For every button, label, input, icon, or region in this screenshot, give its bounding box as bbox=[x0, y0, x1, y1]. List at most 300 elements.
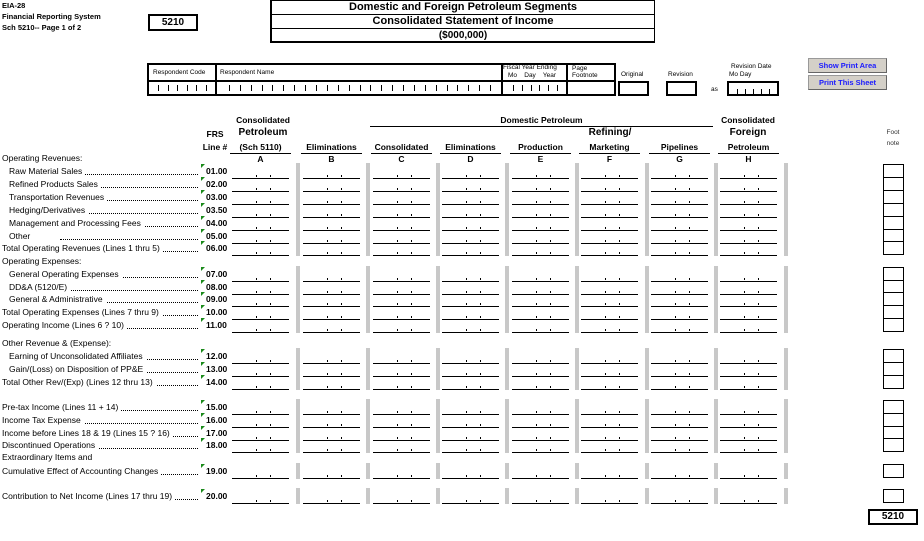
column-separator bbox=[436, 266, 440, 333]
value-input[interactable] bbox=[442, 416, 499, 428]
value-input[interactable] bbox=[581, 244, 638, 256]
value-input[interactable] bbox=[512, 167, 569, 179]
line-number: 17.00 bbox=[206, 428, 228, 438]
line-number: 08.00 bbox=[206, 282, 228, 292]
line-number: 01.00 bbox=[206, 166, 228, 176]
value-input[interactable] bbox=[651, 180, 708, 192]
value-input[interactable] bbox=[373, 467, 430, 479]
frs-label: FRS bbox=[206, 129, 224, 139]
value-input[interactable] bbox=[720, 441, 777, 453]
value-input[interactable] bbox=[303, 193, 360, 205]
value-input[interactable] bbox=[651, 365, 708, 377]
col-a-top: Consolidated bbox=[236, 115, 290, 125]
footnote-input[interactable] bbox=[883, 438, 904, 452]
tick-mark bbox=[177, 85, 178, 91]
value-input[interactable] bbox=[373, 206, 430, 218]
tick-mark bbox=[414, 85, 415, 91]
comment-indicator-icon bbox=[201, 464, 205, 468]
value-input[interactable] bbox=[512, 492, 569, 504]
value-input[interactable] bbox=[720, 193, 777, 205]
value-input[interactable] bbox=[720, 378, 777, 390]
tick-mark bbox=[305, 85, 306, 91]
row-label: Refined Products Sales bbox=[9, 179, 101, 189]
value-input[interactable] bbox=[512, 295, 569, 307]
comment-indicator-icon bbox=[201, 229, 205, 233]
tick-mark bbox=[251, 85, 252, 91]
value-input[interactable] bbox=[442, 467, 499, 479]
value-input[interactable] bbox=[442, 180, 499, 192]
section-heading: Operating Expenses: bbox=[2, 256, 82, 266]
column-separator bbox=[714, 399, 718, 453]
value-input[interactable] bbox=[232, 467, 289, 479]
value-input[interactable] bbox=[303, 441, 360, 453]
value-input[interactable] bbox=[442, 244, 499, 256]
value-input[interactable] bbox=[581, 180, 638, 192]
print-this-sheet-button[interactable]: Print This Sheet bbox=[808, 75, 887, 90]
value-input[interactable] bbox=[232, 295, 289, 307]
row-label: Management and Processing Fees bbox=[9, 218, 144, 228]
column-separator bbox=[714, 463, 718, 479]
refining-label: Refining/ bbox=[588, 127, 632, 138]
column-separator bbox=[505, 488, 509, 504]
footnote-input[interactable] bbox=[883, 349, 904, 363]
value-input[interactable] bbox=[442, 193, 499, 205]
footnote-input[interactable] bbox=[883, 318, 904, 332]
column-separator bbox=[784, 163, 788, 256]
value-input[interactable] bbox=[720, 492, 777, 504]
value-input[interactable] bbox=[442, 270, 499, 282]
value-input[interactable] bbox=[303, 219, 360, 231]
value-input[interactable] bbox=[651, 441, 708, 453]
footnote-input[interactable] bbox=[883, 267, 904, 281]
tick-mark bbox=[490, 85, 491, 91]
col-h-top: Consolidated bbox=[721, 115, 775, 125]
value-input[interactable] bbox=[232, 232, 289, 244]
value-input[interactable] bbox=[512, 416, 569, 428]
value-input[interactable] bbox=[512, 180, 569, 192]
value-input[interactable] bbox=[303, 416, 360, 428]
column-separator bbox=[575, 266, 579, 333]
value-input[interactable] bbox=[373, 232, 430, 244]
value-input[interactable] bbox=[373, 244, 430, 256]
tick-mark bbox=[737, 89, 738, 95]
value-input[interactable] bbox=[581, 352, 638, 364]
value-input[interactable] bbox=[373, 308, 430, 320]
value-input[interactable] bbox=[232, 308, 289, 320]
footnote-input[interactable] bbox=[883, 203, 904, 217]
value-input[interactable] bbox=[373, 270, 430, 282]
column-letter: C bbox=[398, 154, 405, 164]
schedule-number-box: 5210 bbox=[148, 14, 198, 31]
value-input[interactable] bbox=[442, 283, 499, 295]
comment-indicator-icon bbox=[201, 292, 205, 296]
page-info: Sch 5210-- Page 1 of 2 bbox=[2, 23, 82, 32]
value-input[interactable] bbox=[303, 378, 360, 390]
value-input[interactable] bbox=[442, 219, 499, 231]
value-input[interactable] bbox=[303, 244, 360, 256]
value-input[interactable] bbox=[512, 467, 569, 479]
value-input[interactable] bbox=[720, 416, 777, 428]
column-separator bbox=[505, 399, 509, 453]
respondent-name-label: Respondent Name bbox=[220, 69, 275, 76]
tick-mark bbox=[327, 85, 328, 91]
revision-date-input[interactable] bbox=[727, 81, 779, 96]
value-input[interactable] bbox=[442, 232, 499, 244]
comment-indicator-icon bbox=[201, 318, 205, 322]
page-footnote-input[interactable] bbox=[569, 82, 614, 94]
fiscal-year-input[interactable] bbox=[504, 82, 566, 94]
value-input[interactable] bbox=[373, 365, 430, 377]
value-input[interactable] bbox=[512, 206, 569, 218]
tick-mark bbox=[316, 85, 317, 91]
line-number: 13.00 bbox=[206, 364, 228, 374]
value-input[interactable] bbox=[651, 283, 708, 295]
value-input[interactable] bbox=[581, 403, 638, 415]
value-input[interactable] bbox=[373, 429, 430, 441]
value-input[interactable] bbox=[581, 378, 638, 390]
value-input[interactable] bbox=[720, 244, 777, 256]
value-input[interactable] bbox=[581, 283, 638, 295]
value-input[interactable] bbox=[373, 416, 430, 428]
value-input[interactable] bbox=[512, 219, 569, 231]
column-separator bbox=[645, 266, 649, 333]
column-letter: B bbox=[328, 154, 335, 164]
tick-mark bbox=[168, 85, 169, 91]
value-input[interactable] bbox=[232, 244, 289, 256]
tick-mark bbox=[479, 85, 480, 91]
value-input[interactable] bbox=[651, 295, 708, 307]
value-input[interactable] bbox=[720, 352, 777, 364]
value-input[interactable] bbox=[303, 321, 360, 333]
value-input[interactable] bbox=[581, 270, 638, 282]
value-input[interactable] bbox=[442, 378, 499, 390]
value-input[interactable] bbox=[232, 180, 289, 192]
value-input[interactable] bbox=[303, 232, 360, 244]
value-input[interactable] bbox=[232, 206, 289, 218]
revision-date-sub: Mo Day bbox=[729, 71, 752, 78]
title-line-3: ($000,000) bbox=[270, 28, 655, 43]
value-input[interactable] bbox=[512, 352, 569, 364]
value-input[interactable] bbox=[512, 270, 569, 282]
value-input[interactable] bbox=[442, 206, 499, 218]
value-input[interactable] bbox=[442, 429, 499, 441]
tick-mark bbox=[425, 85, 426, 91]
value-input[interactable] bbox=[512, 365, 569, 377]
column-header: Production bbox=[518, 142, 563, 152]
value-input[interactable] bbox=[651, 270, 708, 282]
value-input[interactable] bbox=[651, 429, 708, 441]
value-input[interactable] bbox=[581, 206, 638, 218]
footnote-input[interactable] bbox=[883, 489, 904, 503]
revision-label: Revision bbox=[668, 71, 693, 78]
value-input[interactable] bbox=[442, 321, 499, 333]
footnote-input[interactable] bbox=[883, 362, 904, 376]
value-input[interactable] bbox=[581, 308, 638, 320]
line-number: 18.00 bbox=[206, 440, 228, 450]
value-input[interactable] bbox=[232, 378, 289, 390]
value-input[interactable] bbox=[232, 167, 289, 179]
value-input[interactable] bbox=[651, 206, 708, 218]
row-label: Hedging/Derivatives bbox=[9, 205, 88, 215]
value-input[interactable] bbox=[303, 365, 360, 377]
title-line-1: Domestic and Foreign Petroleum Segments bbox=[270, 0, 655, 15]
value-input[interactable] bbox=[303, 429, 360, 441]
value-input[interactable] bbox=[651, 219, 708, 231]
value-input[interactable] bbox=[581, 492, 638, 504]
value-input[interactable] bbox=[512, 378, 569, 390]
column-separator bbox=[366, 266, 370, 333]
value-input[interactable] bbox=[581, 232, 638, 244]
comment-indicator-icon bbox=[201, 375, 205, 379]
comment-indicator-icon bbox=[201, 305, 205, 309]
value-input[interactable] bbox=[512, 232, 569, 244]
column-separator bbox=[436, 163, 440, 256]
value-input[interactable] bbox=[512, 429, 569, 441]
value-input[interactable] bbox=[512, 403, 569, 415]
value-input[interactable] bbox=[303, 295, 360, 307]
value-input[interactable] bbox=[512, 441, 569, 453]
value-input[interactable] bbox=[303, 206, 360, 218]
line-number: 20.00 bbox=[206, 491, 228, 501]
value-input[interactable] bbox=[303, 467, 360, 479]
value-input[interactable] bbox=[720, 308, 777, 320]
value-input[interactable] bbox=[373, 193, 430, 205]
original-label: Original bbox=[621, 71, 644, 78]
column-separator bbox=[714, 266, 718, 333]
value-input[interactable] bbox=[720, 321, 777, 333]
value-input[interactable] bbox=[232, 403, 289, 415]
footnote-input[interactable] bbox=[883, 305, 904, 319]
footnote-input[interactable] bbox=[883, 241, 904, 255]
value-input[interactable] bbox=[373, 219, 430, 231]
tick-mark bbox=[745, 89, 746, 95]
value-input[interactable] bbox=[303, 492, 360, 504]
column-header: Petroleum bbox=[727, 142, 770, 152]
line-number: 05.00 bbox=[206, 231, 228, 241]
value-input[interactable] bbox=[720, 365, 777, 377]
value-input[interactable] bbox=[512, 321, 569, 333]
value-input[interactable] bbox=[581, 416, 638, 428]
value-input[interactable] bbox=[442, 308, 499, 320]
value-input[interactable] bbox=[720, 206, 777, 218]
value-input[interactable] bbox=[232, 441, 289, 453]
comment-indicator-icon bbox=[201, 203, 205, 207]
column-separator bbox=[714, 488, 718, 504]
value-input[interactable] bbox=[720, 167, 777, 179]
value-input[interactable] bbox=[373, 403, 430, 415]
value-input[interactable] bbox=[442, 492, 499, 504]
tick-mark bbox=[769, 89, 770, 95]
value-input[interactable] bbox=[303, 352, 360, 364]
column-separator bbox=[505, 348, 509, 390]
tick-mark bbox=[403, 85, 404, 91]
value-input[interactable] bbox=[373, 167, 430, 179]
value-input[interactable] bbox=[720, 403, 777, 415]
tick-mark bbox=[447, 85, 448, 91]
comment-indicator-icon bbox=[201, 190, 205, 194]
value-input[interactable] bbox=[232, 352, 289, 364]
value-input[interactable] bbox=[232, 283, 289, 295]
row-label: Contribution to Net Income (Lines 17 thru 19) bbox=[2, 491, 175, 501]
value-input[interactable] bbox=[232, 416, 289, 428]
row-label: General & Administrative bbox=[9, 294, 106, 304]
line-number: 16.00 bbox=[206, 415, 228, 425]
value-input[interactable] bbox=[303, 167, 360, 179]
column-header: Consolidated bbox=[374, 142, 429, 152]
value-input[interactable] bbox=[512, 283, 569, 295]
line-number: 15.00 bbox=[206, 402, 228, 412]
column-separator bbox=[784, 488, 788, 504]
value-input[interactable] bbox=[303, 180, 360, 192]
column-separator bbox=[714, 163, 718, 256]
line-number: 19.00 bbox=[206, 466, 228, 476]
section-heading: Extraordinary Items and bbox=[2, 452, 93, 462]
row-label: Discontinued Operations bbox=[2, 440, 98, 450]
footnote-input[interactable] bbox=[883, 464, 904, 478]
value-input[interactable] bbox=[232, 492, 289, 504]
value-input[interactable] bbox=[232, 193, 289, 205]
value-input[interactable] bbox=[373, 180, 430, 192]
value-input[interactable] bbox=[232, 219, 289, 231]
value-input[interactable] bbox=[232, 365, 289, 377]
value-input[interactable] bbox=[581, 467, 638, 479]
value-input[interactable] bbox=[651, 193, 708, 205]
footnote-input[interactable] bbox=[883, 164, 904, 178]
value-input[interactable] bbox=[651, 378, 708, 390]
value-input[interactable] bbox=[303, 270, 360, 282]
column-separator bbox=[436, 488, 440, 504]
value-input[interactable] bbox=[720, 270, 777, 282]
original-input[interactable] bbox=[618, 81, 649, 96]
value-input[interactable] bbox=[373, 352, 430, 364]
column-header: Eliminations bbox=[306, 142, 357, 152]
footnote-input[interactable] bbox=[883, 216, 904, 230]
column-header: Pipelines bbox=[660, 142, 699, 152]
value-input[interactable] bbox=[373, 283, 430, 295]
tick-mark bbox=[294, 85, 295, 91]
value-input[interactable] bbox=[651, 352, 708, 364]
value-input[interactable] bbox=[651, 416, 708, 428]
value-input[interactable] bbox=[581, 321, 638, 333]
value-input[interactable] bbox=[720, 467, 777, 479]
column-separator bbox=[784, 463, 788, 479]
footnote-input[interactable] bbox=[883, 400, 904, 414]
footnote-col-top: Foot bbox=[886, 129, 900, 136]
value-input[interactable] bbox=[442, 167, 499, 179]
line-number-label: Line # bbox=[202, 142, 228, 152]
column-separator bbox=[575, 488, 579, 504]
value-input[interactable] bbox=[442, 352, 499, 364]
revision-date-label: Revision Date bbox=[731, 63, 772, 70]
value-input[interactable] bbox=[581, 193, 638, 205]
value-input[interactable] bbox=[651, 492, 708, 504]
value-input[interactable] bbox=[373, 295, 430, 307]
value-input[interactable] bbox=[303, 283, 360, 295]
column-separator bbox=[645, 163, 649, 256]
comment-indicator-icon bbox=[201, 280, 205, 284]
value-input[interactable] bbox=[720, 295, 777, 307]
value-input[interactable] bbox=[442, 403, 499, 415]
tick-mark bbox=[262, 85, 263, 91]
value-input[interactable] bbox=[720, 219, 777, 231]
value-input[interactable] bbox=[373, 378, 430, 390]
tick-mark bbox=[557, 85, 558, 91]
row-label: Earning of Unconsolidated Affiliates bbox=[9, 351, 146, 361]
value-input[interactable] bbox=[651, 244, 708, 256]
value-input[interactable] bbox=[720, 283, 777, 295]
column-separator bbox=[366, 488, 370, 504]
column-separator bbox=[505, 266, 509, 333]
value-input[interactable] bbox=[581, 167, 638, 179]
value-input[interactable] bbox=[651, 232, 708, 244]
value-input[interactable] bbox=[651, 308, 708, 320]
tick-mark bbox=[370, 85, 371, 91]
value-input[interactable] bbox=[232, 270, 289, 282]
footnote-input[interactable] bbox=[883, 413, 904, 427]
value-input[interactable] bbox=[232, 321, 289, 333]
tick-mark bbox=[229, 85, 230, 91]
comment-indicator-icon bbox=[201, 349, 205, 353]
column-letter: H bbox=[745, 154, 752, 164]
value-input[interactable] bbox=[232, 429, 289, 441]
value-input[interactable] bbox=[303, 308, 360, 320]
column-separator bbox=[366, 399, 370, 453]
value-input[interactable] bbox=[651, 321, 708, 333]
comment-indicator-icon bbox=[201, 362, 205, 366]
value-input[interactable] bbox=[720, 232, 777, 244]
value-input[interactable] bbox=[581, 219, 638, 231]
footnote-input[interactable] bbox=[883, 375, 904, 389]
column-separator bbox=[296, 488, 300, 504]
footnote-label: Footnote bbox=[572, 72, 598, 79]
comment-indicator-icon bbox=[201, 438, 205, 442]
revision-input[interactable] bbox=[666, 81, 697, 96]
value-input[interactable] bbox=[512, 308, 569, 320]
footnote-input[interactable] bbox=[883, 190, 904, 204]
section-heading: Operating Revenues: bbox=[2, 153, 83, 163]
respondent-name-input[interactable] bbox=[218, 82, 501, 94]
value-input[interactable] bbox=[303, 403, 360, 415]
value-input[interactable] bbox=[512, 193, 569, 205]
value-input[interactable] bbox=[581, 429, 638, 441]
value-input[interactable] bbox=[581, 365, 638, 377]
footnote-input[interactable] bbox=[883, 292, 904, 306]
tick-mark bbox=[187, 85, 188, 91]
value-input[interactable] bbox=[651, 403, 708, 415]
show-print-area-button[interactable]: Show Print Area bbox=[808, 58, 887, 73]
value-input[interactable] bbox=[373, 441, 430, 453]
page-label: Page bbox=[572, 65, 588, 72]
value-input[interactable] bbox=[651, 467, 708, 479]
value-input[interactable] bbox=[720, 429, 777, 441]
value-input[interactable] bbox=[442, 295, 499, 307]
line-number: 07.00 bbox=[206, 269, 228, 279]
respondent-code-input[interactable] bbox=[149, 82, 215, 94]
fiscal-year-label: Fiscal Year Ending bbox=[503, 64, 557, 71]
value-input[interactable] bbox=[512, 244, 569, 256]
value-input[interactable] bbox=[720, 180, 777, 192]
value-input[interactable] bbox=[373, 492, 430, 504]
value-input[interactable] bbox=[442, 365, 499, 377]
value-input[interactable] bbox=[651, 167, 708, 179]
value-input[interactable] bbox=[373, 321, 430, 333]
value-input[interactable] bbox=[442, 441, 499, 453]
value-input[interactable] bbox=[581, 295, 638, 307]
tick-mark bbox=[272, 85, 273, 91]
value-input[interactable] bbox=[581, 441, 638, 453]
col-h-mid: Foreign bbox=[729, 127, 767, 138]
footnote-input[interactable] bbox=[883, 177, 904, 191]
